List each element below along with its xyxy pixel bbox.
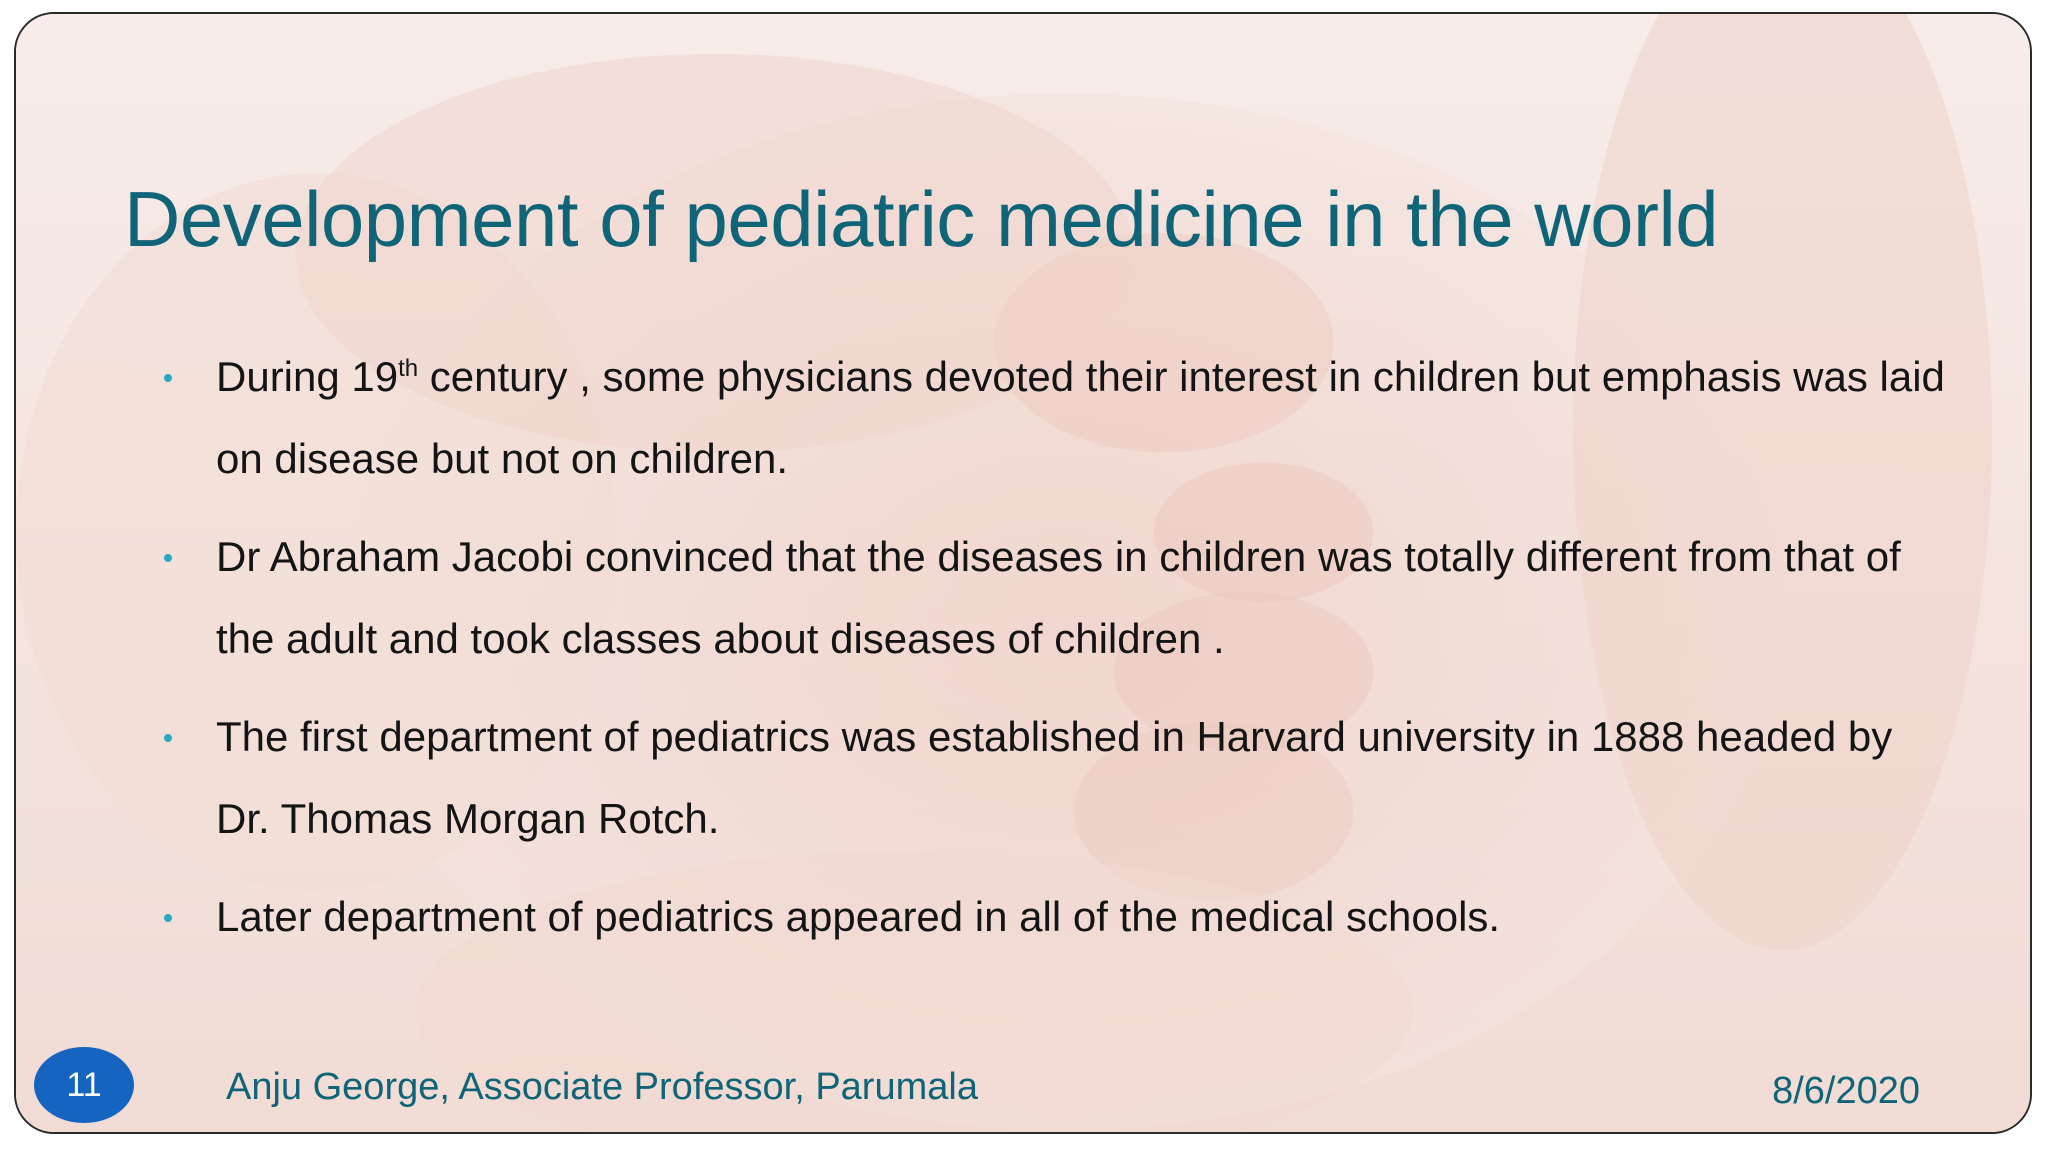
bullet-item — [156, 516, 1956, 680]
bullet-icon — [164, 374, 172, 382]
slide — [14, 12, 2032, 1134]
bullet-text: The first department of pediatrics was established in Harvard university in 1888 headed by Dr. Thomas Morgan Rotch. — [216, 713, 1893, 842]
footer-date: 8/6/2020 — [1772, 1070, 1920, 1112]
slide-title: Development of pediatric medicine in the world — [124, 175, 1719, 263]
bullet-text: century , some physicians devoted their interest in children but emphasis was laid on disease but not on children. — [216, 353, 1945, 482]
bullet-icon — [164, 734, 172, 742]
bullet-list — [156, 336, 1956, 974]
slide-number-badge: 11 — [34, 1047, 134, 1123]
bullet-item — [156, 876, 1956, 958]
bullet-text: During 19 — [216, 353, 399, 400]
bullet-text: Later department of pediatrics appeared in all of the medical schools. — [216, 893, 1501, 940]
bullet-item — [156, 696, 1956, 860]
superscript: th — [398, 355, 419, 382]
bullet-icon — [164, 554, 172, 562]
bullet-icon — [164, 914, 172, 922]
bullet-text: Dr Abraham Jacobi convinced that the diseases in children was totally different from that of the adult and took classes about diseases of children . — [216, 533, 1901, 662]
bullet-item — [156, 336, 1956, 500]
footer-author: Anju George, Associate Professor, Parumala — [226, 1066, 978, 1108]
